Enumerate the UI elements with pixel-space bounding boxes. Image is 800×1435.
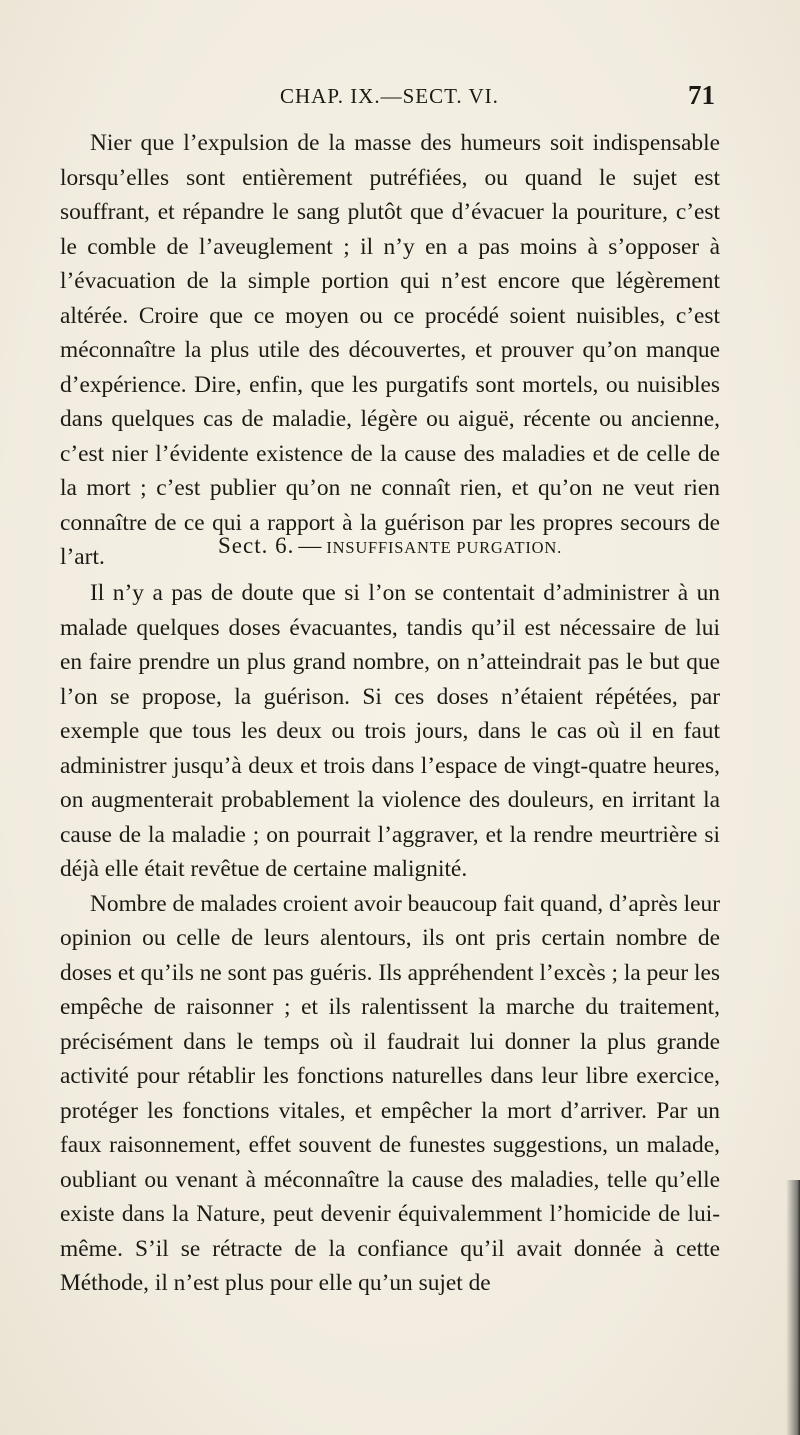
paragraph: Il n’y a pas de doute que si l’on se contentait d’administrer à un malade quelques doses évacuantes, tandis qu’il est nécessaire de lui en faire prendre un plus grand nombre, on n’atteindrait pas le but que l’on se propose, la guérison. Si ces doses n’étaient répétées, par exemple que tous les deux ou trois jours, dans le cas où il en faut administrer jusqu’à deux et trois dans l’espace de vingt-quatre heures, on augmenterait probablement la violence des douleurs, en irritant la cause de la maladie ; on pourrait l’aggraver, et la rendre meurtrière si déjà elle était revêtue de certaine malignité. — [60, 580, 720, 882]
section-title: INSUFFISANTE PURGATION. — [326, 538, 563, 557]
section-5-text — [60, 126, 720, 575]
section-6-text — [60, 576, 720, 1301]
page-number: 71 — [688, 80, 715, 110]
paragraph: Nombre de malades croient avoir beaucoup fait quand, d’après leur opinion ou celle de leurs alentours, ils ont pris certain nombre de doses et qu’ils ne sont pas guéris. Ils appréhendent l’excès ; la peur les empêche de raisonner ; et ils ralentissent la marche du traitement, précisément dans le temps où il faudrait lui donner la plus grande activité pour rétablir les fonctions naturelles dans leur libre exercice, protéger les fonctions vitales, et empêcher la mort d’arriver. Par un faux raisonnement, effet souvent de funestes suggestions, un malade, oubliant ou venant à méconnaître la cause des maladies, telle qu’elle existe dans la Nature, peut devenir équivalemment l’homicide de lui-même. S’il se rétracte de la confiance qu’il avait donnée à cette Méthode, il n’est plus pour elle qu’un sujet de — [60, 890, 720, 1296]
page-header — [60, 80, 715, 114]
page-edge-shadow — [786, 1180, 800, 1435]
paragraph: Nier que l’expulsion de la masse des humeurs soit indispensable lorsqu’elles sont entièrement putréfiées, ou quand le sujet est souffrant, et répandre le sang plutôt que d’évacuer la pouriture, c’est le comble de l’aveuglement ; il n’y en a pas moins à s’opposer à l’évacuation de la simple portion qui n’est encore que légèrement altérée. Croire que ce moyen ou ce procédé soient nuisibles, c’est méconnaître la plus utile des découvertes, et prouver qu’on manque d’expérience. Dire, enfin, que les purgatifs sont mortels, ou nuisibles dans quelques cas de maladie, légère ou aiguë, récente ou ancienne, c’est nier l’évidente existence de la cause des maladies et de celle de la mort ; c’est publier qu’on ne connaît rien, et qu’on ne veut rien connaître de ce qui a rapport à la guérison par les propres secours de l’art. — [60, 130, 720, 570]
heading-separator: — — [298, 533, 323, 558]
section-label: Sect. 6. — [217, 533, 295, 558]
running-head: CHAP. IX.—SECT. VI. — [280, 84, 499, 108]
section-heading — [60, 533, 720, 559]
